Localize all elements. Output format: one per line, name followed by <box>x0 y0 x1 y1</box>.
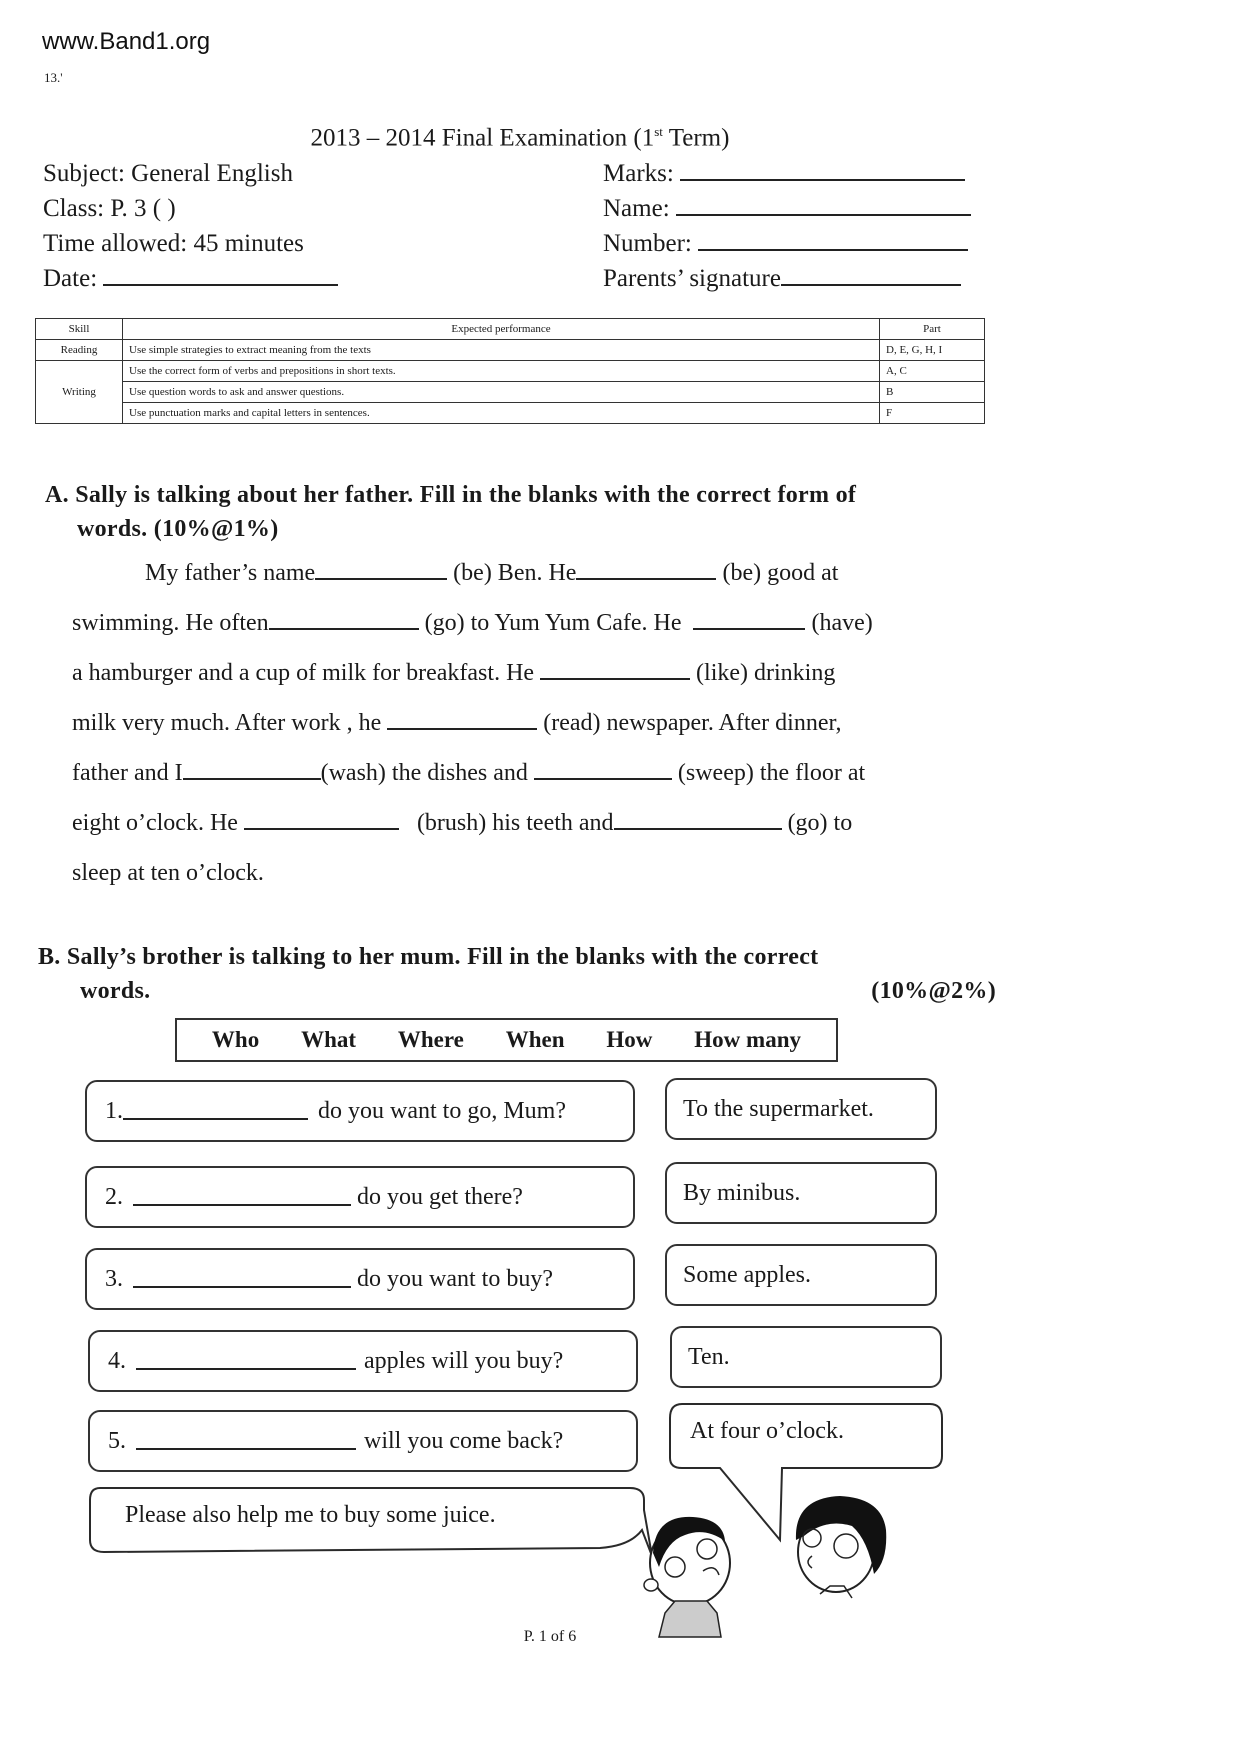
exam-title: 2013 – 2014 Final Examination (1st Term) <box>310 124 730 152</box>
signature-field: Parents’ signature <box>603 261 971 296</box>
passage-line: swimming. He often (go) to Yum Yum Cafe. He (have) <box>72 610 873 636</box>
performance-cell: Use the correct form of verbs and prepositions in short texts. <box>123 361 880 382</box>
answer-box-1: To the supermarket. <box>665 1078 937 1140</box>
answer-box-2: By minibus. <box>665 1162 937 1224</box>
time-label: Time allowed: 45 minutes <box>43 230 304 257</box>
passage-line: eight o’clock. He (brush) his teeth and (go) to <box>72 810 853 836</box>
answer-box-3: Some apples. <box>665 1244 937 1306</box>
performance-cell: Use punctuation marks and capital letters in sentences. <box>123 403 880 424</box>
word-bank-item: Who <box>211 1027 260 1052</box>
subject-label: Subject: General English <box>43 160 293 187</box>
question-box-2: 2. do you get there? <box>85 1166 635 1228</box>
boy-character-icon <box>644 1517 730 1637</box>
section-b-marks: (10%@2%) <box>871 978 996 1004</box>
passage-line: a hamburger and a cup of milk for breakfast. He (like) drinking <box>72 660 836 686</box>
performance-cell: Use simple strategies to extract meaning from the texts <box>123 340 880 361</box>
part-cell: A, C <box>880 361 985 382</box>
page-number: P. 1 of 6 <box>523 1628 577 1645</box>
passage-line: sleep at ten o’clock. <box>72 860 264 886</box>
word-bank-item: Where <box>397 1027 464 1052</box>
passage-line: father and I (wash) the dishes and (sweep) the floor at <box>72 760 866 786</box>
table-header: Expected performance <box>123 319 880 340</box>
name-field: Name: <box>603 191 971 226</box>
answer-box-4: Ten. <box>670 1326 942 1388</box>
skill-cell: Writing <box>36 361 123 424</box>
date-field: Date: <box>43 261 338 296</box>
question-box-3: 3. do you want to buy? <box>85 1248 635 1310</box>
part-cell: D, E, G, H, I <box>880 340 985 361</box>
passage-line: milk very much. After work , he (read) newspaper. After dinner, <box>72 710 842 736</box>
marks-field: Marks: <box>603 156 971 191</box>
skill-cell: Reading <box>36 340 123 361</box>
word-bank-item: How <box>606 1027 653 1052</box>
question-box-5: 5. will you come back? <box>88 1410 638 1472</box>
number-field: Number: <box>603 226 971 261</box>
closing-bubble-text: Please also help me to buy some juice. <box>125 1502 496 1528</box>
class-label: Class: P. 3 ( ) <box>43 195 176 222</box>
question-box-4: 4. apples will you buy? <box>88 1330 638 1392</box>
performance-cell: Use question words to ask and answer questions. <box>123 382 880 403</box>
section-a-heading: A. Sally is talking about her father. Fill in the blanks with the correct form of words. (10%@1%) <box>45 482 857 542</box>
table-header: Skill <box>36 319 123 340</box>
word-bank-item: What <box>301 1027 357 1052</box>
mum-character-icon <box>796 1496 886 1598</box>
word-bank-item: When <box>505 1027 565 1052</box>
part-cell: B <box>880 382 985 403</box>
site-watermark: www.Band1.org <box>42 28 211 55</box>
answer-box-5: At four o’clock. <box>690 1418 844 1444</box>
table-header: Part <box>880 319 985 340</box>
page-mark: 13.' <box>44 70 63 85</box>
word-bank-item: How many <box>694 1027 801 1052</box>
passage-line: My father’s name (be) Ben. He (be) good at <box>145 560 839 586</box>
section-b-heading: B. Sally’s brother is talking to her mum. Fill in the blanks with the correct words. (10%@2%) <box>38 940 998 1008</box>
part-cell: F <box>880 403 985 424</box>
question-box-1: 1. do you want to go, Mum? <box>85 1080 635 1142</box>
